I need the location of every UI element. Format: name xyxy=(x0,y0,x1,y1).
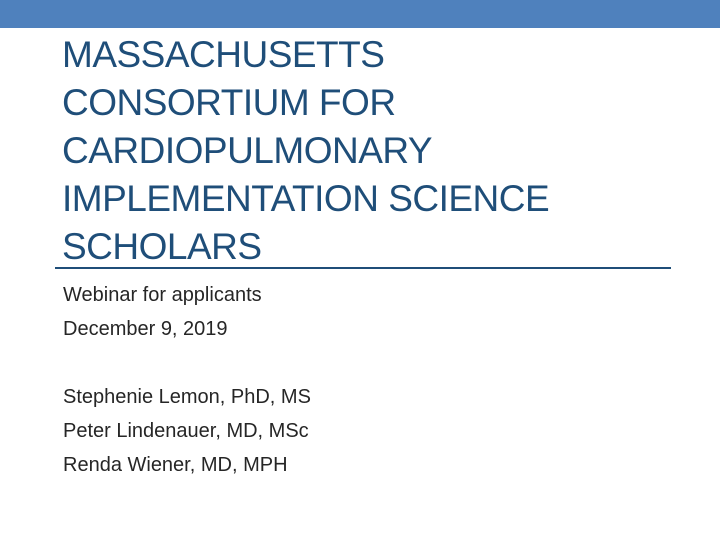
slide-title xyxy=(62,31,682,271)
title-line: IMPLEMENTATION SCIENCE xyxy=(62,178,550,219)
presenter-name: Peter Lindenauer, MD, MSc xyxy=(63,420,309,442)
title-line: SCHOLARS xyxy=(62,226,262,267)
title-divider xyxy=(55,267,671,269)
event-date: December 9, 2019 xyxy=(63,318,228,340)
top-accent-bar xyxy=(0,0,720,28)
presenter-name: Renda Wiener, MD, MPH xyxy=(63,454,288,476)
title-line: MASSACHUSETTS xyxy=(62,34,385,75)
title-line: CONSORTIUM FOR xyxy=(62,82,396,123)
title-line: CARDIOPULMONARY xyxy=(62,130,433,171)
event-label: Webinar for applicants xyxy=(63,284,262,306)
slide-subtitle xyxy=(63,278,663,482)
presenter-name: Stephenie Lemon, PhD, MS xyxy=(63,386,311,408)
spacer xyxy=(63,346,663,380)
